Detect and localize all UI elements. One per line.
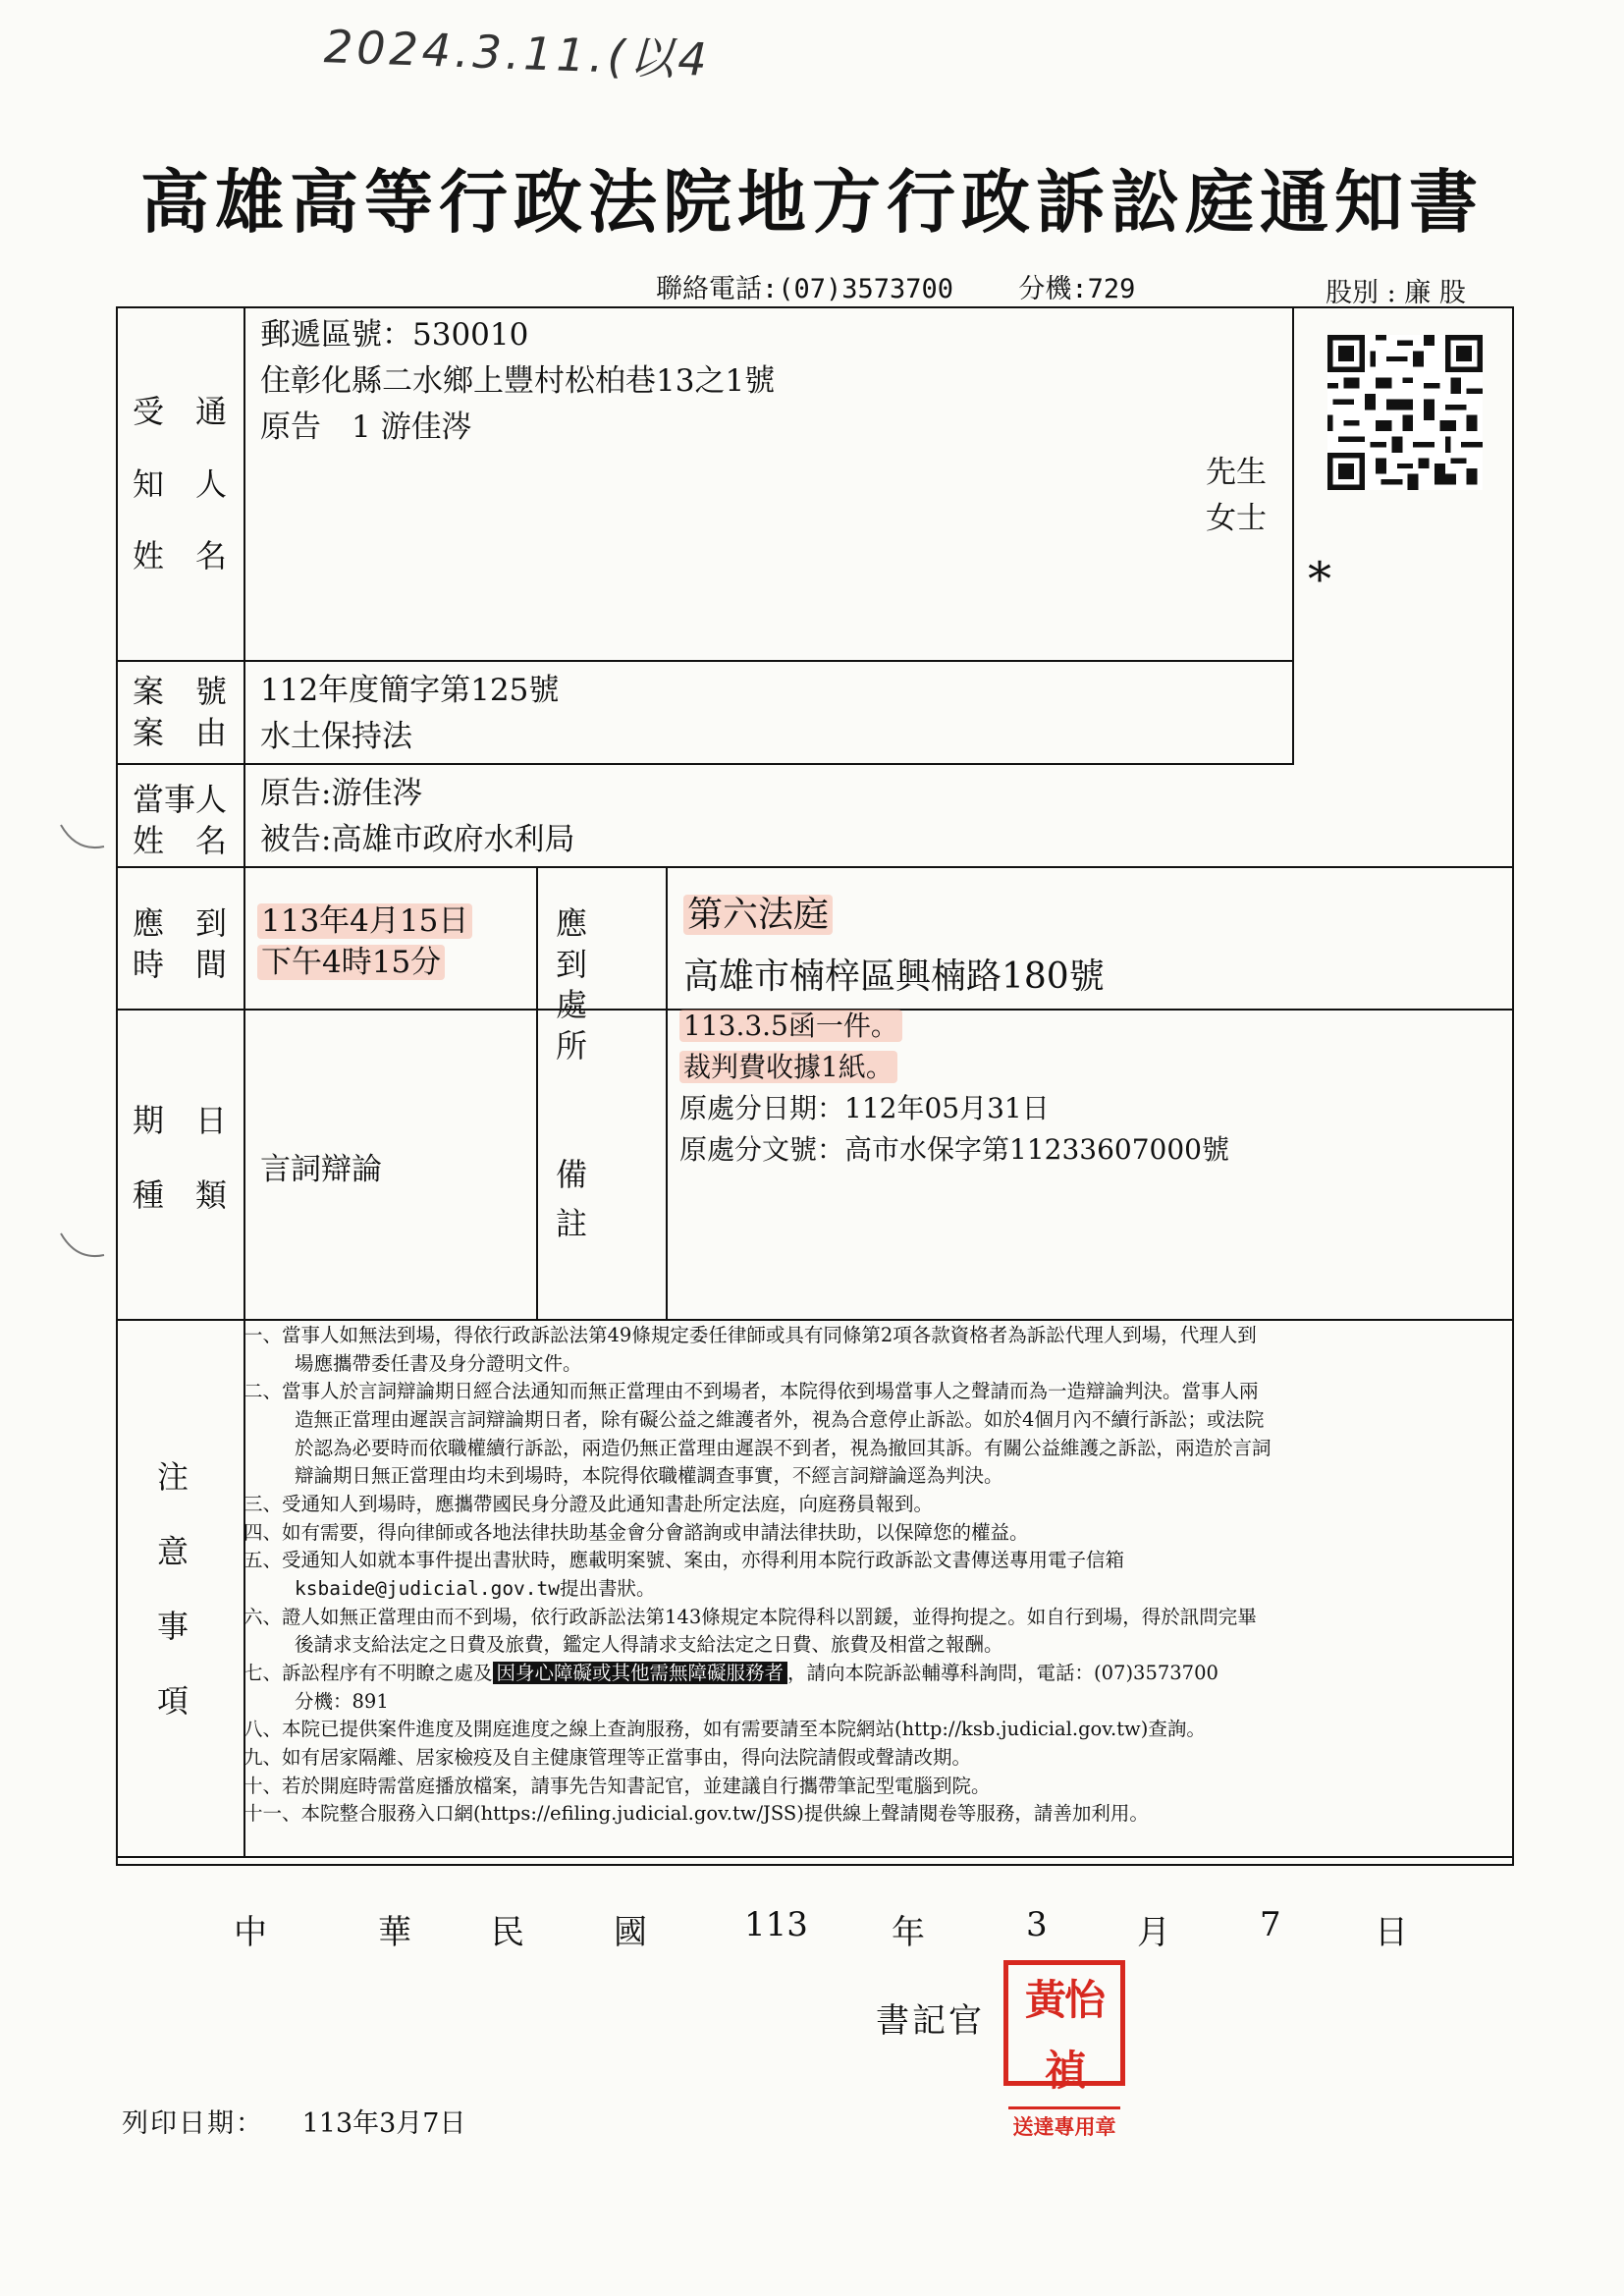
note-line: ksbaide@judicial.gov.tw提出書狀。 [295,1576,656,1600]
seal-subtitle: 送達專用章 [1008,2106,1120,2145]
place-label [556,903,646,1066]
honorifics [1206,450,1267,542]
seal-name: 黃怡禎 [1024,1976,1104,2095]
note-line: 辯論期日無正當理由均未到場時，本院得依職權調查事實，不經言詞辯論逕為判決。 [295,1464,1003,1488]
label-char: 事 [157,1608,189,1645]
recipient-label [133,388,227,581]
date-char: 日 [1375,1913,1408,1952]
note-line: 十一、本院整合服務入口網(https://efiling.judicial.gov.tw/JSS)提供線上聲請閱卷等服務，請善加利用。 [244,1802,1149,1826]
date-char: 國 [614,1913,647,1952]
recipient-info [260,312,775,451]
remark-item: 裁判費收據1紙。 [679,1051,897,1083]
label-line: 應 到 [556,904,620,983]
clerk-label: 書記官 [876,2001,985,2041]
print-date [122,2102,466,2140]
note-line: 一、當事人如無法到場，得依行政訴訟法第49條規定委任律師或具有同條第2項各款資格者為訴訟代理人到場，代理人到 [244,1324,1257,1346]
row-divider [116,763,1294,765]
print-date-value: 113年3月7日 [301,2108,466,2139]
defendant: 被告:高雄市政府水利局 [260,822,575,858]
handwritten-note: 2024.3.11.(以4 [323,20,712,86]
document-title: 高雄高等行政法院地方行政訴訟庭通知書 [140,161,1484,243]
postal-code: 郵遞區號：530010 [260,317,529,353]
label-char: 項 [157,1682,189,1720]
honorific-ms: 女士 [1206,501,1267,537]
label-line: 時 間 [133,945,228,983]
remark-item: 原處分日期：112年05月31日 [679,1092,1050,1124]
note-line: 三、受通知人到場時，應攜帶國民身分證及此通知書赴所定法庭，向庭務員報到。 [244,1492,934,1515]
fold-mark [57,1230,108,1265]
note-line: 後請求支給法定之日費及旅費，鑑定人得請求支給法定之日費、旅費及相當之報酬。 [295,1633,1003,1657]
label-line: 受 通 [133,393,228,430]
label-line: 案 號 [133,673,228,710]
highlighted-note: 因身心障礙或其他需無障礙服務者 [493,1662,788,1684]
court-address: 高雄市楠梓區興楠路180號 [683,957,1105,997]
label-line: 案 由 [133,713,228,751]
note-line: 場應攜帶委任書及身分證明文件。 [295,1351,582,1375]
date-year: 113 [744,1905,808,1944]
date-char: 民 [491,1913,524,1952]
note-line: 分機：891 [295,1689,389,1713]
case-info [260,668,559,760]
label-line: 知 人 [133,465,228,503]
remark-item: 原處分文號：高市水保字第11233607000號 [679,1133,1229,1166]
note-line: 十、若於開庭時需當庭播放檔案，請事先告知書記官，並建議自行攜帶筆記型電腦到院。 [244,1774,991,1797]
date-char: 華 [378,1913,411,1952]
print-date-label: 列印日期： [122,2108,264,2139]
note-text: 七、訴訟程序有不明瞭之處及 [244,1661,493,1684]
asterisk-mark: * [1308,552,1331,607]
mid-column-divider [666,866,668,1320]
label-line: 處 所 [556,986,620,1065]
note-line: 四、如有需要，得向律師或各地法律扶助基金會分會諮詢或申請法律扶助，以保障您的權益。 [244,1520,1029,1544]
note-line: 造無正當理由遲誤言詞辯論期日者，除有礙公益之維護者外，視為合意停止訴訟。如於4個月內不續行訴訟；或法院 [295,1407,1265,1431]
case-label [133,672,227,753]
note-text: ，請向本院訴訟輔導科詢問，電話：(07)3573700 [787,1661,1218,1684]
note-line: 八、本院已提供案件進度及開庭進度之線上查詢服務，如有需要請至本院網站(http://ksb.judicial.gov.tw)查詢。 [244,1718,1206,1741]
remark-item: 113.3.5函一件。 [679,1010,902,1042]
label-char: 意 [157,1533,189,1570]
label-char: 注 [157,1458,189,1496]
case-number: 112年度簡字第125號 [260,673,560,708]
plaintiff: 原告:游佳涔 [260,776,423,811]
appearance-time [257,902,472,984]
recipient-name: 原告 1 游佳涔 [260,410,472,446]
time-label [133,903,227,985]
date-char: 月 [1137,1913,1170,1952]
label-line: 種 類 [133,1176,228,1214]
contact-ext: 分機:729 [1018,274,1136,304]
appearance-place [683,884,1105,1008]
note-line: 二、當事人於言詞辯論期日經合法通知而無正當理由不到場者，本院得依到場當事人之聲請而為一造辯論判決。當事人兩 [244,1380,1259,1403]
label-line: 當事人 [133,781,228,818]
notes-list [244,1322,1510,1829]
parties-info [260,771,574,863]
row-divider [116,1856,1514,1858]
row-divider [116,660,1294,662]
row-divider [116,1319,1514,1321]
parties-label [133,780,227,861]
contact-phone: 聯絡電話:(07)3573700 [656,274,954,304]
note-line: 於認為必要時而依職權續行訴訟，兩造仍無正當理由遲誤不到者，視為撤回其訴。有關公益維護之訴訟，兩造於言詞 [295,1436,1272,1459]
case-cause: 水土保持法 [260,719,412,755]
remarks [679,1006,1229,1171]
label-line: 姓 名 [133,821,228,859]
qr-column-divider [1292,306,1294,764]
mid-column-divider [536,866,538,1320]
date-day: 7 [1260,1905,1281,1944]
note-line: 五、受通知人如就本事件提出書狀時，應載明案號、案由，亦得利用本院行政訴訟文書傳送專用電子信箱 [244,1549,1125,1572]
honorific-mr: 先生 [1206,455,1267,490]
qr-code [1327,332,1483,493]
notes-label [157,1458,189,1720]
recipient-address: 住彰化縣二水鄉上豐村松柏巷13之1號 [260,363,776,400]
contact-line [656,267,1184,305]
court-room: 第六法庭 [683,895,833,935]
date-char: 年 [892,1913,925,1952]
date-char: 中 [234,1913,267,1952]
date-month: 3 [1026,1905,1048,1944]
appearance-date: 113年4月15日 [257,903,472,939]
note-line [244,1660,1510,1688]
remark-label: 備 註 [556,1156,620,1242]
label-line: 姓 名 [133,537,228,575]
hearing-type: 言詞辯論 [260,1152,382,1187]
label-line: 期 日 [133,1102,228,1139]
note-line: 六、證人如無正當理由而不到場，依行政訴訟法第143條規定本院得科以罰鍰，並得拘提之。如自行到場，得於訊問完畢 [244,1605,1257,1628]
row-divider [116,866,1514,868]
section-label: 股別 : 廉 股 [1326,278,1466,308]
note-line: 九、如有居家隔離、居家檢疫及自主健康管理等正當事由，得向法院請假或聲請改期。 [244,1745,972,1769]
label-line: 應 到 [133,904,228,942]
fold-mark [57,821,108,856]
appearance-hour: 下午4時15分 [257,945,445,980]
schedule-label [133,1102,228,1214]
clerk-seal [1003,1960,1125,2139]
